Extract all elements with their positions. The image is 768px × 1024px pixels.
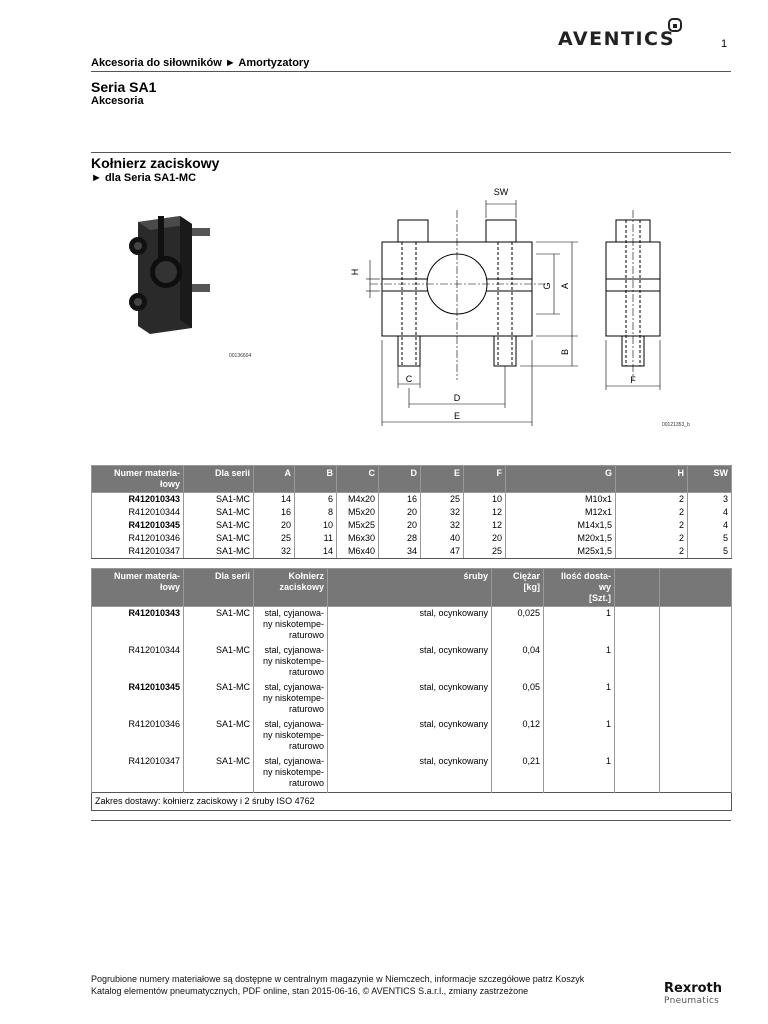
table-cell: M10x1: [506, 493, 616, 507]
table-row: [92, 644, 732, 681]
table-cell: 2: [616, 519, 688, 532]
flange-material-cell: stal, cyjanowa- ny niskotempe- raturowo: [254, 607, 328, 645]
material-number: R412010344: [92, 506, 184, 519]
footer-line-catalog: Katalog elementów pneumatycznych, PDF online, stan 2015-06-16, © AVENTICS S.a.r.l., zmiany zastrzeżone: [91, 986, 529, 996]
dimension-e-label: E: [453, 411, 461, 421]
page-number: 1: [721, 38, 728, 50]
table-cell: 10: [464, 493, 506, 507]
empty-cell: [660, 644, 732, 681]
rexroth-logo: Rexroth: [664, 981, 723, 996]
drawing-reference-id: 00121353_b: [662, 422, 690, 428]
dimensions-table-body: [92, 493, 732, 559]
table-row: [92, 493, 732, 507]
series-cell: SA1-MC: [184, 607, 254, 645]
table-cell: M6x40: [337, 545, 379, 559]
section-subtitle: ► dla Seria SA1-MC: [91, 172, 197, 184]
table-cell: 40: [421, 532, 464, 545]
table-cell: 3: [688, 493, 732, 507]
column-header: A: [254, 466, 295, 493]
empty-cell: [615, 718, 660, 755]
table-cell: 4: [688, 519, 732, 532]
table-cell: 32: [254, 545, 295, 559]
column-header: B: [295, 466, 337, 493]
table-cell: 20: [379, 506, 421, 519]
table-cell: M4x20: [337, 493, 379, 507]
table-cell: 20: [464, 532, 506, 545]
table-row: [92, 718, 732, 755]
table-cell: 20: [254, 519, 295, 532]
header-rule: [91, 71, 731, 72]
empty-cell: [615, 644, 660, 681]
footer-line-availability: Pogrubione numery materiałowe są dostępne w centralnym magazynie w Niemczech, informacje szczegółowe patrz Koszyk: [91, 974, 585, 984]
section-title: Kołnierz zaciskowy: [91, 155, 220, 171]
column-header: E: [421, 466, 464, 493]
column-header: H: [616, 466, 688, 493]
table-row: [92, 545, 732, 559]
dimension-f-label: F: [630, 375, 636, 385]
table-cell: 28: [379, 532, 421, 545]
table-cell: 5: [688, 532, 732, 545]
materials-table: [91, 568, 732, 811]
column-header: Kołnierz zaciskowy: [254, 569, 328, 607]
table-cell: 5: [688, 545, 732, 559]
empty-cell: [660, 755, 732, 793]
dimensions-table: [91, 465, 732, 559]
clamp-flange-photo: [120, 210, 220, 340]
column-header: Numer materia- łowy: [92, 569, 184, 607]
breadcrumb: Akcesoria do siłowników ► Amortyzatory: [91, 57, 310, 69]
column-header: [615, 569, 660, 607]
column-header: [660, 569, 732, 607]
table-cell: 8: [295, 506, 337, 519]
empty-cell: [615, 755, 660, 793]
dimension-g-label: G: [542, 282, 552, 290]
material-number: R412010343: [92, 493, 184, 507]
dimension-b-label: B: [560, 348, 570, 356]
table-cell: M5x25: [337, 519, 379, 532]
series-cell: SA1-MC: [184, 718, 254, 755]
table-cell: M25x1,5: [506, 545, 616, 559]
table-row: [92, 681, 732, 718]
dimensions-table-header: [92, 466, 732, 493]
column-header: śruby: [328, 569, 492, 607]
flange-material-cell: stal, cyjanowa- ny niskotempe- raturowo: [254, 718, 328, 755]
column-header: Dla serii: [184, 569, 254, 607]
table-cell: 25: [464, 545, 506, 559]
materials-table-body: [92, 607, 732, 793]
table-cell: 20: [379, 519, 421, 532]
quantity-cell: 1: [544, 718, 615, 755]
table-cell: 2: [616, 493, 688, 507]
column-header: D: [379, 466, 421, 493]
flange-material-cell: stal, cyjanowa- ny niskotempe- raturowo: [254, 755, 328, 793]
table-cell: 12: [464, 519, 506, 532]
series-title: Seria SA1: [91, 79, 157, 95]
material-number: R412010347: [92, 755, 184, 793]
table-row: [92, 607, 732, 645]
table-cell: M5x20: [337, 506, 379, 519]
weight-cell: 0,21: [492, 755, 544, 793]
table-row: [92, 506, 732, 519]
table-cell: M20x1,5: [506, 532, 616, 545]
table-cell: SA1-MC: [184, 493, 254, 507]
table-cell: SA1-MC: [184, 519, 254, 532]
table-row: [92, 755, 732, 793]
table-cell: M14x1,5: [506, 519, 616, 532]
table-cell: M6x30: [337, 532, 379, 545]
material-number: R412010343: [92, 607, 184, 645]
table-cell: 32: [421, 519, 464, 532]
column-header: Numer materia- łowy: [92, 466, 184, 493]
series-cell: SA1-MC: [184, 681, 254, 718]
column-header: G: [506, 466, 616, 493]
table-cell: 25: [254, 532, 295, 545]
table-row: [92, 519, 732, 532]
empty-cell: [615, 607, 660, 645]
flange-material-cell: stal, cyjanowa- ny niskotempe- raturowo: [254, 681, 328, 718]
screw-material-cell: stal, ocynkowany: [328, 644, 492, 681]
table-cell: SA1-MC: [184, 545, 254, 559]
table-row: [92, 532, 732, 545]
table-cell: 16: [379, 493, 421, 507]
material-number: R412010346: [92, 532, 184, 545]
screw-material-cell: stal, ocynkowany: [328, 718, 492, 755]
table-cell: 14: [254, 493, 295, 507]
series-cell: SA1-MC: [184, 644, 254, 681]
dimension-c-label: C: [405, 374, 413, 384]
table-cell: 2: [616, 545, 688, 559]
empty-cell: [660, 718, 732, 755]
table-cell: M12x1: [506, 506, 616, 519]
aventics-logo-mark-icon: [668, 18, 682, 32]
column-header: C: [337, 466, 379, 493]
table-cell: 10: [295, 519, 337, 532]
section-rule: [91, 152, 731, 153]
delivery-scope-note: Zakres dostawy: kołnierz zaciskowy i 2 śruby ISO 4762: [92, 793, 732, 811]
weight-cell: 0,025: [492, 607, 544, 645]
quantity-cell: 1: [544, 607, 615, 645]
flange-material-cell: stal, cyjanowa- ny niskotempe- raturowo: [254, 644, 328, 681]
quantity-cell: 1: [544, 681, 615, 718]
material-number: R412010345: [92, 519, 184, 532]
column-header: F: [464, 466, 506, 493]
rexroth-logo-subtitle: Pneumatics: [664, 996, 720, 1006]
table-cell: 14: [295, 545, 337, 559]
screw-material-cell: stal, ocynkowany: [328, 755, 492, 793]
table-cell: 25: [421, 493, 464, 507]
weight-cell: 0,05: [492, 681, 544, 718]
quantity-cell: 1: [544, 755, 615, 793]
material-number: R412010344: [92, 644, 184, 681]
table-cell: 47: [421, 545, 464, 559]
dimension-h-label: H: [350, 268, 360, 276]
table-cell: SA1-MC: [184, 506, 254, 519]
table-cell: 12: [464, 506, 506, 519]
dimension-drawing: [340, 180, 710, 440]
table-cell: 6: [295, 493, 337, 507]
screw-material-cell: stal, ocynkowany: [328, 607, 492, 645]
dimension-a-label: A: [560, 282, 570, 290]
table-cell: 11: [295, 532, 337, 545]
column-header: Dla serii: [184, 466, 254, 493]
column-header: Ilość dosta- wy [Szt.]: [544, 569, 615, 607]
footer-text: [91, 973, 584, 997]
photo-reference-id: 00136604: [229, 353, 252, 359]
empty-cell: [615, 681, 660, 718]
dimension-sw-label: SW: [493, 187, 509, 197]
quantity-cell: 1: [544, 644, 615, 681]
weight-cell: 0,04: [492, 644, 544, 681]
table-cell: 2: [616, 506, 688, 519]
materials-table-header: [92, 569, 732, 607]
table-cell: 32: [421, 506, 464, 519]
empty-cell: [660, 607, 732, 645]
column-header: SW: [688, 466, 732, 493]
material-number: R412010345: [92, 681, 184, 718]
aventics-logo: AVENTICS: [558, 28, 676, 50]
empty-cell: [660, 681, 732, 718]
content-end-rule: [91, 820, 731, 821]
material-number: R412010347: [92, 545, 184, 559]
series-subtitle: Akcesoria: [91, 95, 144, 107]
table-cell: SA1-MC: [184, 532, 254, 545]
screw-material-cell: stal, ocynkowany: [328, 681, 492, 718]
column-header: Ciężar [kg]: [492, 569, 544, 607]
table-cell: 16: [254, 506, 295, 519]
dimension-d-label: D: [453, 393, 461, 403]
weight-cell: 0,12: [492, 718, 544, 755]
table-cell: 34: [379, 545, 421, 559]
material-number: R412010346: [92, 718, 184, 755]
table-cell: 4: [688, 506, 732, 519]
series-cell: SA1-MC: [184, 755, 254, 793]
table-cell: 2: [616, 532, 688, 545]
